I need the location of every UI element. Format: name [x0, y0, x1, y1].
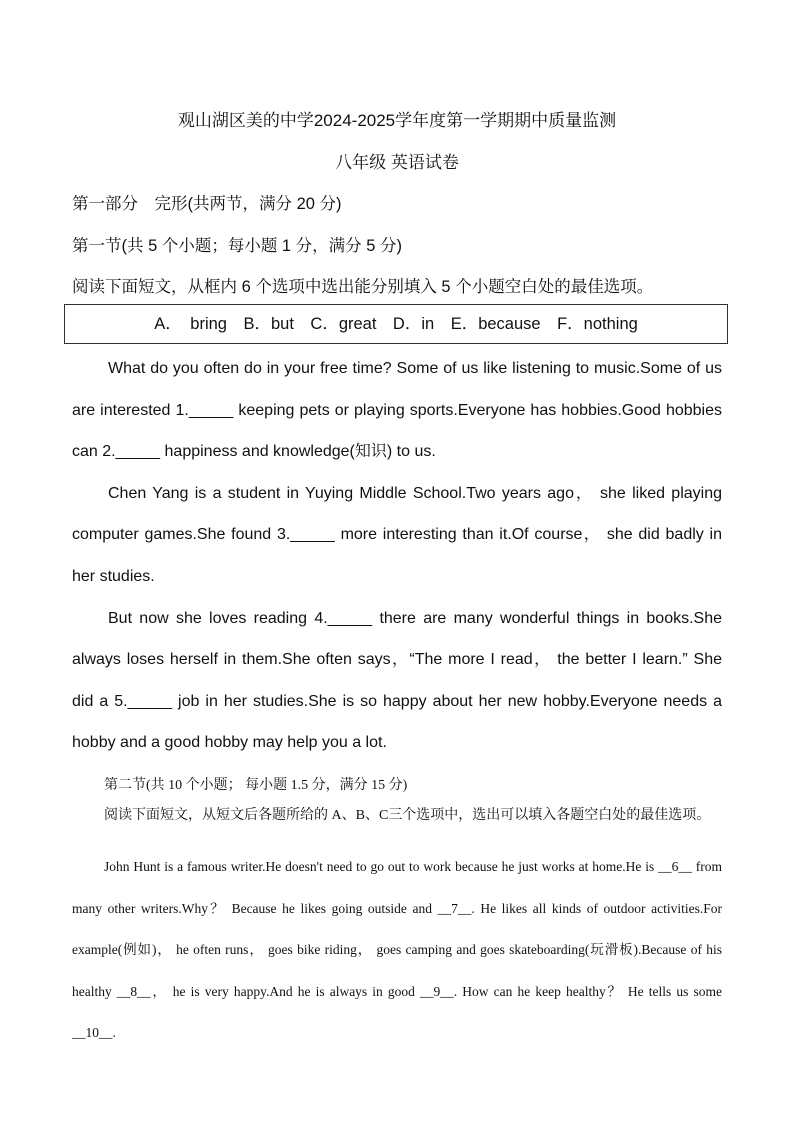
cloze-passage-2: John Hunt is a famous writer.He doesn't need to go out to work because he just works at home.He is __6__ from many other writers.Why？ Because he likes going outside and __7__. He likes all kinds of outdoor activities.For example(例如)， he often runs， goes bike riding， goes camping and goes skateboarding(玩滑板).Because of his healthy __8__， he is very happy.And he is always in good __9__. How can he keep healthy？ He tells us some __10__. — [72, 859, 722, 1040]
passage1-paragraph: Chen Yang is a student in Yuying Middle School.Two years ago， she liked playing computer games.She found 3._____ more interesting than it.Of course， she did badly in her studies. — [72, 484, 722, 585]
section1-instruction: 阅读下面短文，从框内 6 个选项中选出能分别填入 5 个小题空白处的最佳选项。 — [72, 278, 654, 296]
section2-instruction: 阅读下面短文，从短文后各题所给的 A、B、C三个选项中，选出可以填入各题空白处的最佳选项。 — [104, 808, 711, 823]
passage1-paragraph: What do you often do in your free time? Some of us like listening to music.Some of us are interested 1._____ keeping pets or playing sports.Everyone has hobbies.Good hobbies can 2._____ happiness and knowledge(知识) to us. — [72, 360, 722, 461]
options-box: A． bring B．but C．great D．in E．because F．nothing — [64, 304, 728, 344]
section2-heading: 第二节(共 10 个小题； 每小题 1.5 分，满分 15 分) — [104, 778, 408, 793]
part1-heading: 第一部分 完形(共两节，满分 20 分) — [72, 195, 342, 213]
cloze-passage-1 — [72, 348, 722, 764]
section1-heading: 第一节(共 5 个小题；每小题 1 分，满分 5 分) — [72, 237, 403, 255]
passage1-paragraph: But now she loves reading 4._____ there are many wonderful things in books.She always loses herself in them.She often says，“The more I read， the better I learn.” She did a 5._____ job in her studies.She is so happy about her new hobby.Everyone needs a hobby and a good hobby may help you a lot. — [72, 609, 722, 752]
exam-subtitle: 八年级 英语试卷 — [335, 153, 459, 172]
exam-title: 观山湖区美的中学2024-2025学年度第一学期期中质量监测 — [177, 111, 617, 130]
